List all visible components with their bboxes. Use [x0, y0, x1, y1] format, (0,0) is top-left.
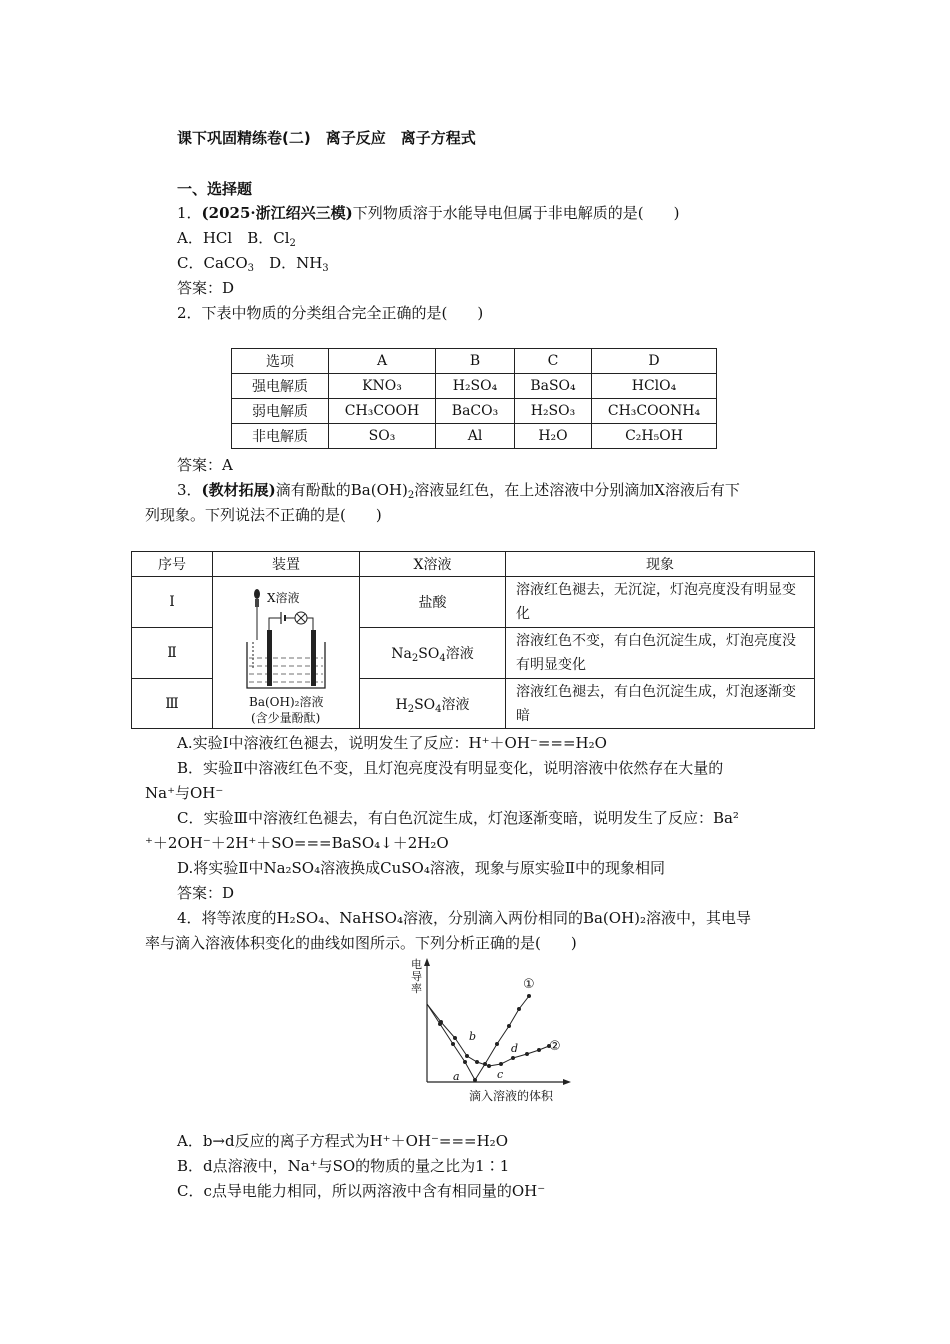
table-cell: KNO₃	[329, 374, 436, 399]
question-3-option-a: A.实验Ⅰ中溶液红色褪去，说明发生了反应：H⁺＋OH⁻===H₂O	[177, 734, 607, 752]
table-cell: HClO₄	[592, 374, 717, 399]
section-heading: 一、选择题	[177, 180, 253, 198]
apparatus-cell	[213, 577, 360, 729]
curve-2-label: ②	[549, 1039, 561, 1054]
phenomenon-cell: 溶液红色褪去，无沉淀，灯泡亮度没有明显变化	[506, 577, 815, 628]
x-axis-arrow	[563, 1079, 571, 1085]
table-header-row	[232, 349, 717, 374]
table-cell: H₂SO₃	[515, 399, 592, 424]
point-d-label: d	[511, 1042, 519, 1055]
table-cell: H₂SO₄	[436, 374, 515, 399]
question-3-answer: 答案：D	[177, 884, 235, 902]
question-1-stem: 1．(2025·浙江绍兴三模)下列物质溶于水能导电但属于非电解质的是( )	[177, 204, 680, 222]
table-header-cell: 序号	[132, 552, 213, 577]
table-cell: H₂O	[515, 424, 592, 449]
conductivity-graph	[405, 954, 585, 1104]
table-header-cell: X溶液	[360, 552, 506, 577]
question-1-answer: 答案：D	[177, 279, 235, 297]
row-label: 强电解质	[232, 374, 329, 399]
table-row	[232, 374, 717, 399]
question-1-options-ab: A．HCl B．$Cl_2$	[177, 229, 296, 249]
row-number: Ⅰ	[132, 577, 213, 628]
curve-1-points	[438, 994, 531, 1082]
y-axis-label-1: 电	[411, 958, 422, 971]
apparatus-label-solution: Ba(OH)₂溶液	[249, 694, 324, 709]
table-header-cell: C	[515, 349, 592, 374]
question-4-option-a: A．b→d反应的离子方程式为H⁺＋OH⁻===H₂O	[177, 1132, 508, 1150]
table-header-cell: 装置	[213, 552, 360, 577]
question-3-stem: 3．(教材拓展)滴有酚酞的$Ba(OH)_2$溶液显红色，在上述溶液中分别滴加X溶液后有下	[177, 481, 740, 501]
table-header-cell: B	[436, 349, 515, 374]
table-cell: Al	[436, 424, 515, 449]
page-title: 课下巩固精练卷(二) 离子反应 离子方程式	[177, 129, 476, 147]
table-cell: CH₃COOH	[329, 399, 436, 424]
table-header-cell: 选项	[232, 349, 329, 374]
table-row	[232, 399, 717, 424]
question-3-option-b: B．实验Ⅱ中溶液红色不变，且灯泡亮度没有明显变化，说明溶液中依然存在大量的	[177, 759, 724, 777]
question-3-stem-line2: 列现象。下列说法不正确的是( )	[145, 506, 382, 524]
apparatus-label-x: X溶液	[267, 590, 300, 605]
question-4-stem: 4．将等浓度的H₂SO₄、NaHSO₄溶液，分别滴入两份相同的Ba(OH)₂溶液中，其电导	[177, 909, 752, 927]
y-axis-arrow	[424, 958, 430, 966]
row-number: Ⅱ	[132, 628, 213, 679]
question-4-option-c: C．c点导电能力相同，所以两溶液中含有相同量的OH⁻	[177, 1182, 546, 1200]
table-header-cell: 现象	[506, 552, 815, 577]
x-solution-cell: 盐酸	[360, 577, 506, 628]
row-label: 非电解质	[232, 424, 329, 449]
table-header-row	[132, 552, 815, 577]
table-cell: CH₃COONH₄	[592, 399, 717, 424]
y-axis-label-3: 率	[411, 982, 422, 995]
table-row	[132, 577, 815, 628]
curve-1	[427, 996, 529, 1080]
table-cell: BaSO₄	[515, 374, 592, 399]
question-3-option-c: C．实验Ⅲ中溶液红色褪去，有白色沉淀生成，灯泡逐渐变暗，说明发生了反应：Ba²	[177, 809, 739, 827]
x-solution-cell: $Na_2SO_4$溶液	[360, 628, 506, 679]
point-a-label: a	[453, 1070, 460, 1083]
question-4-option-b: B．d点溶液中，Na⁺与SO的物质的量之比为1∶1	[177, 1157, 510, 1175]
point-b-label: b	[469, 1030, 477, 1043]
classification-table	[231, 348, 717, 449]
table-cell: BaCO₃	[436, 399, 515, 424]
phenomenon-cell: 溶液红色褪去，有白色沉淀生成，灯泡逐渐变暗	[506, 679, 815, 729]
question-2-answer: 答案：A	[177, 456, 233, 474]
question-4-stem-line2: 率与滴入溶液体积变化的曲线如图所示。下列分析正确的是( )	[145, 934, 577, 952]
question-1-options-cd: C．CaCO$_3$ D．$NH_3$	[177, 254, 329, 274]
row-number: Ⅲ	[132, 679, 213, 729]
table-header-cell: A	[329, 349, 436, 374]
experiment-table	[131, 551, 815, 729]
row-label: 弱电解质	[232, 399, 329, 424]
question-2-stem: 2．下表中物质的分类组合完全正确的是( )	[177, 304, 484, 322]
x-solution-cell: $H_2SO_4$溶液	[360, 679, 506, 729]
y-axis-label-2: 导	[411, 970, 422, 983]
table-header-cell: D	[592, 349, 717, 374]
curve-1-label: ①	[523, 977, 535, 992]
apparatus-label-note: (含少量酚酞)	[251, 710, 321, 725]
point-c-label: c	[497, 1068, 504, 1081]
question-3-option-d: D.将实验Ⅱ中Na₂SO₄溶液换成CuSO₄溶液，现象与原实验Ⅱ中的现象相同	[177, 859, 666, 877]
x-axis-label: 滴入溶液的体积	[469, 1089, 554, 1103]
phenomenon-cell: 溶液红色不变，有白色沉淀生成，灯泡亮度没有明显变化	[506, 628, 815, 679]
table-cell: C₂H₅OH	[592, 424, 717, 449]
table-row	[232, 424, 717, 449]
curve-2	[427, 1004, 549, 1066]
question-3-option-c-cont: ⁺＋2OH⁻＋2H⁺＋SO===BaSO₄↓＋2H₂O	[145, 834, 449, 852]
apparatus-figure	[213, 578, 359, 728]
question-3-option-b-cont: Na⁺与OH⁻	[145, 784, 224, 802]
table-cell: SO₃	[329, 424, 436, 449]
